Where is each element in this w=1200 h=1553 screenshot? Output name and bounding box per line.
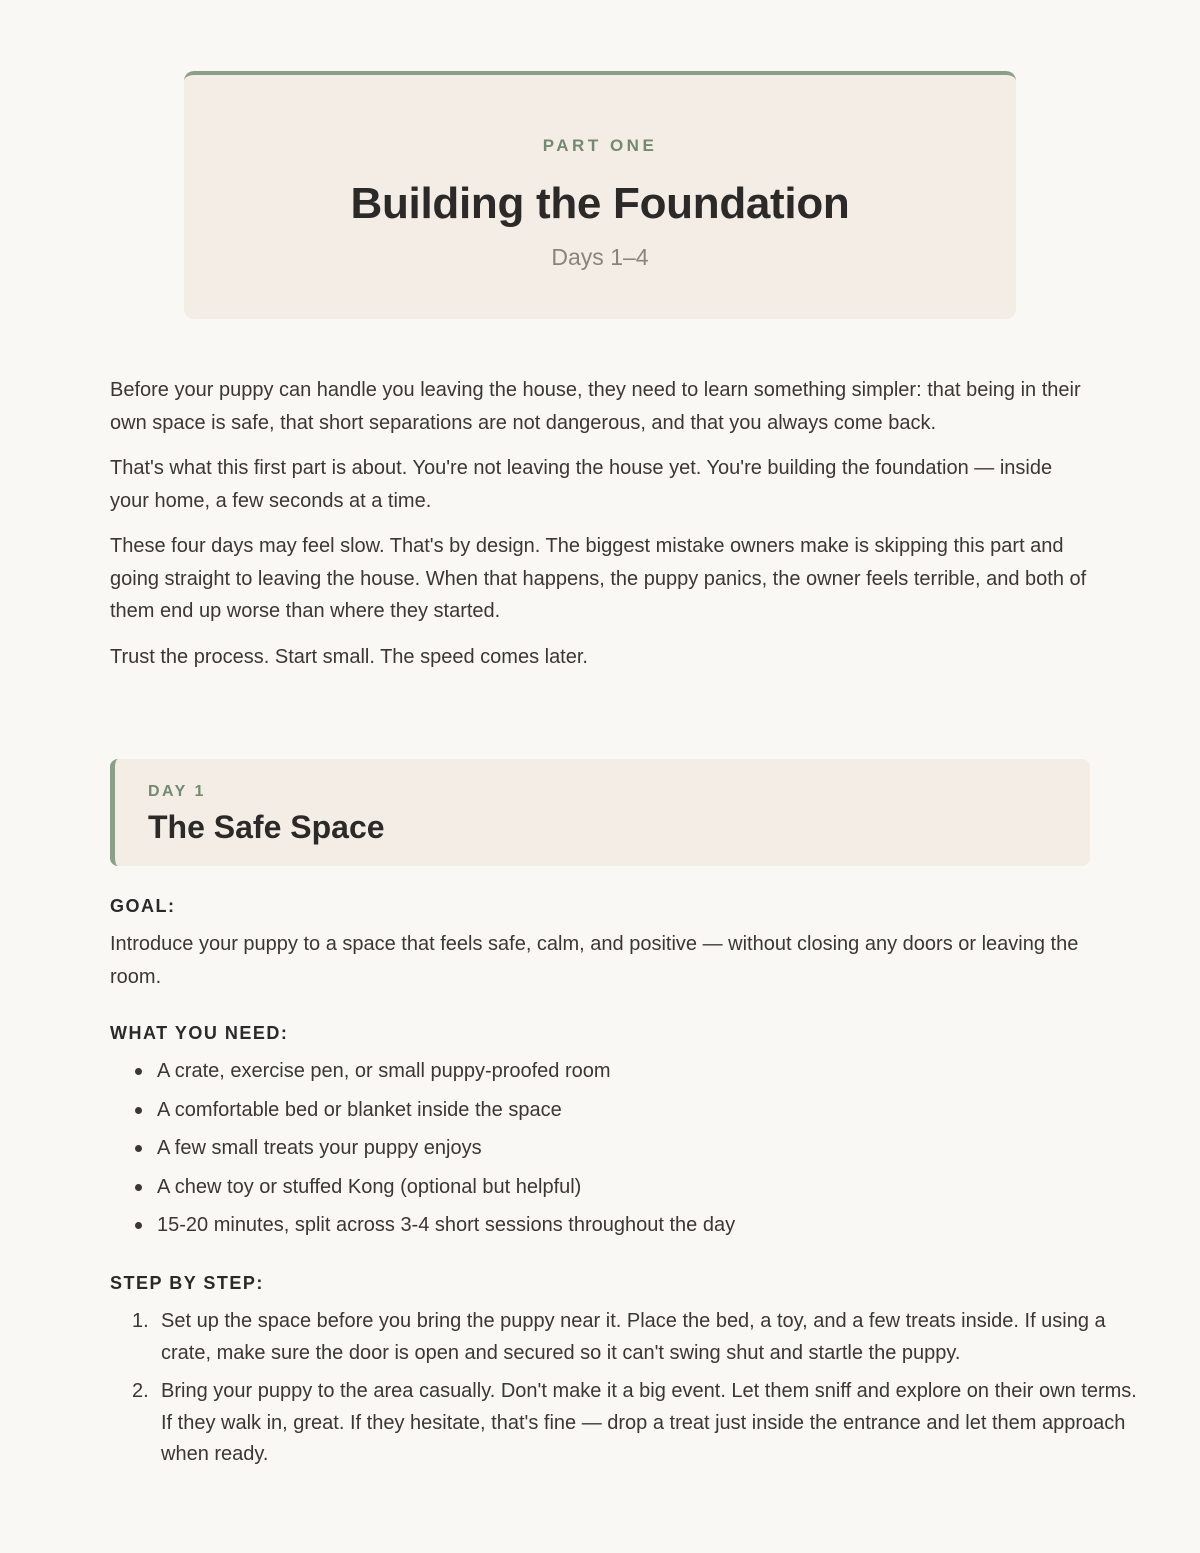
intro-paragraph: Before your puppy can handle you leaving the house, they need to learn something simpler: that being in their own space is safe, that short separations are not dangerous, and that you always come back.	[110, 379, 1081, 434]
intro-section	[110, 374, 1095, 686]
needs-list	[110, 1055, 1142, 1248]
step-item	[132, 1306, 1141, 1369]
list-item: A comfortable bed or blanket inside the space	[157, 1094, 1142, 1126]
needs-heading: WHAT YOU NEED:	[110, 1023, 289, 1043]
step-number: 1.	[132, 1310, 149, 1332]
part-header-card	[184, 71, 1016, 319]
day-label: DAY 1	[148, 783, 206, 800]
part-title: Building the Foundation	[350, 179, 850, 228]
step-item	[132, 1376, 1141, 1471]
part-subtitle: Days 1–4	[551, 244, 649, 270]
intro-paragraph: Trust the process. Start small. The speed comes later.	[110, 645, 588, 668]
list-item: A few small treats your puppy enjoys	[157, 1132, 1142, 1164]
goal-text: Introduce your puppy to a space that feels safe, calm, and positive — without closing any doors or leaving the room.	[110, 933, 1079, 988]
list-item: A crate, exercise pen, or small puppy-proofed room	[157, 1055, 1142, 1087]
day-title: The Safe Space	[148, 809, 385, 845]
step-text: Set up the space before you bring the puppy near it. Place the bed, a toy, and a few treats inside. If using a crate, make sure the door is open and secured so it can't swing shut and startle the puppy.	[161, 1310, 1106, 1364]
goal-heading: GOAL:	[110, 896, 176, 916]
part-label: PART ONE	[542, 136, 658, 155]
steps-heading: STEP BY STEP:	[110, 1273, 264, 1293]
intro-paragraph: That's what this first part is about. You're not leaving the house yet. You're building the foundation — inside your home, a few seconds at a time.	[110, 457, 1053, 512]
steps-list	[110, 1306, 1141, 1478]
day-header-card	[110, 759, 1090, 866]
list-item: 15-20 minutes, split across 3-4 short sessions throughout the day	[157, 1209, 1142, 1241]
step-number: 2.	[132, 1380, 149, 1402]
intro-paragraph: These four days may feel slow. That's by design. The biggest mistake owners make is skipping this part and going straight to leaving the house. When that happens, the puppy panics, the owner feels terrible, and both of them end up worse than where they started.	[110, 535, 1087, 622]
step-text: Bring your puppy to the area casually. Don't make it a big event. Let them sniff and explore on their own terms. If they walk in, great. If they hesitate, that's fine — drop a treat just inside the entrance and let them approach when ready.	[161, 1380, 1137, 1465]
list-item: A chew toy or stuffed Kong (optional but helpful)	[157, 1171, 1142, 1203]
